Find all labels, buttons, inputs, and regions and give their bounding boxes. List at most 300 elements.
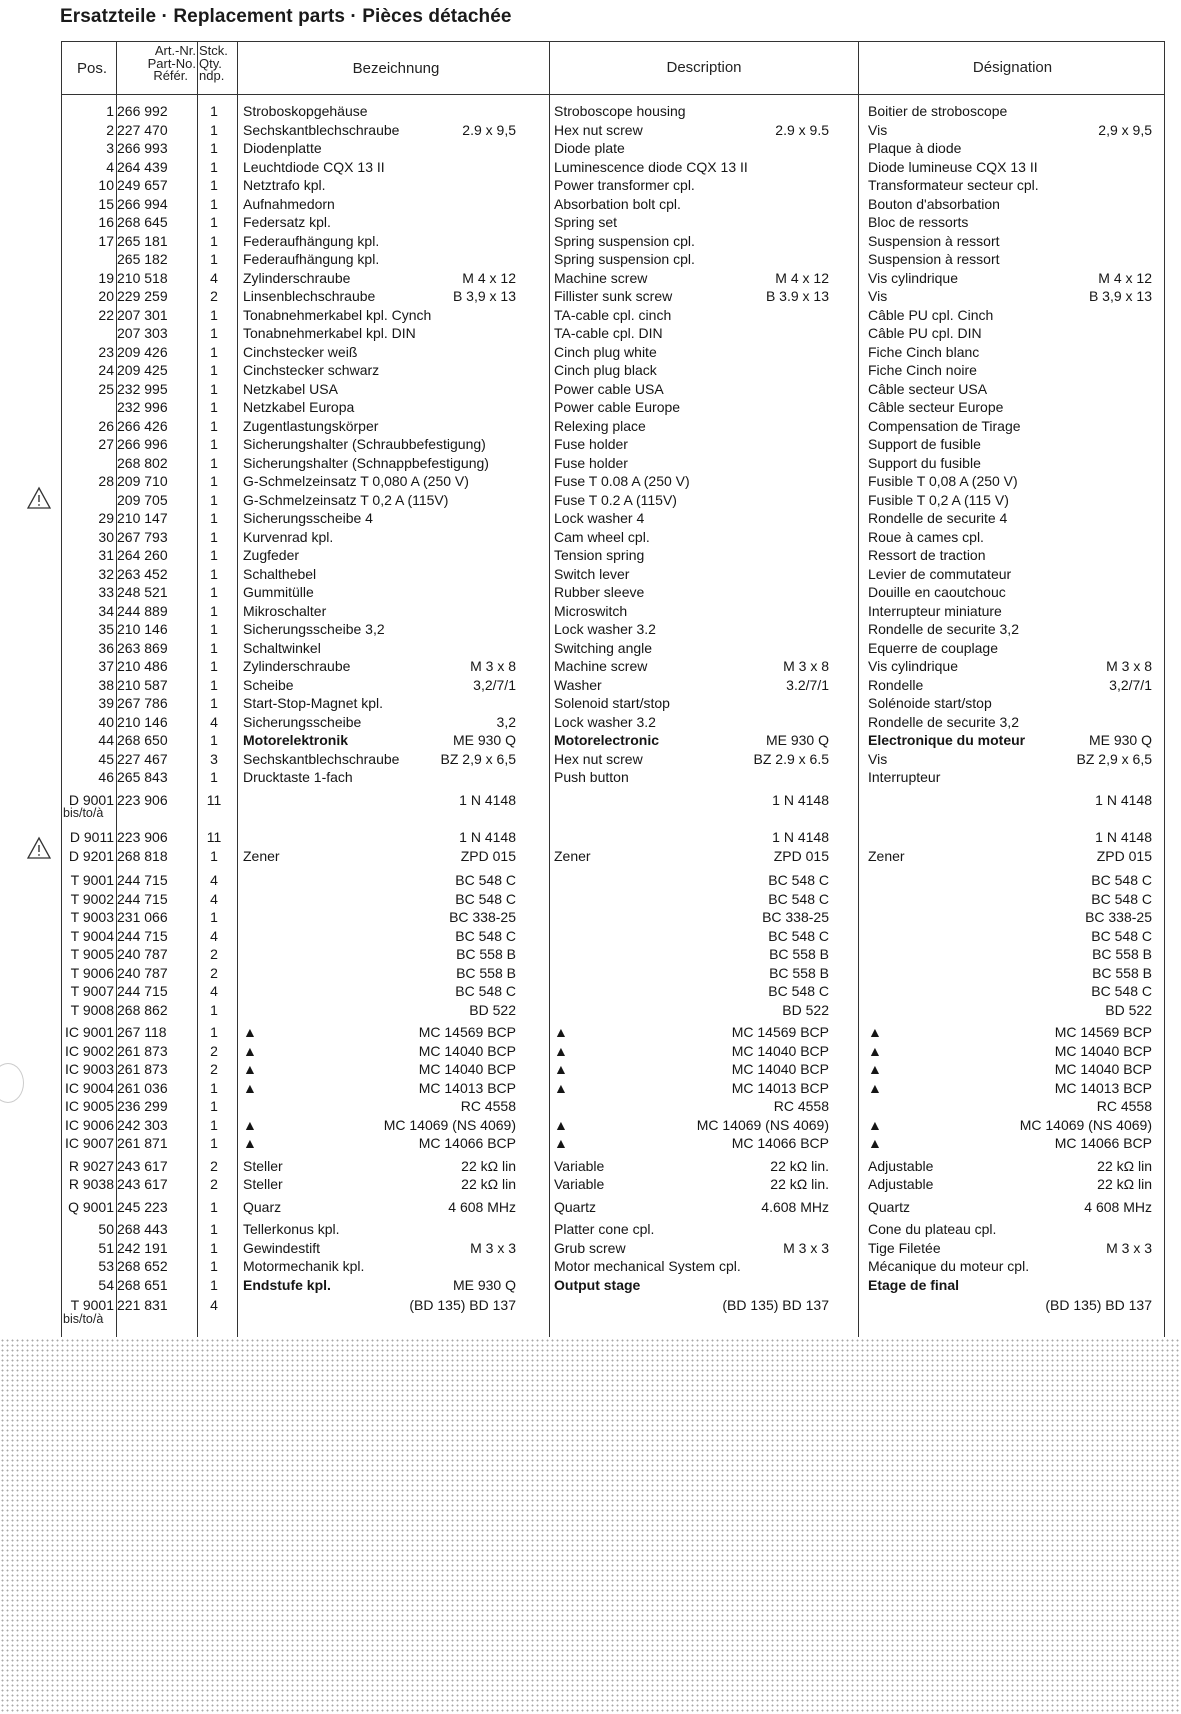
table-row <box>62 287 1164 306</box>
row-position: D 9001 <box>68 791 114 808</box>
continuation-label: bis/to/à <box>63 806 104 820</box>
row-position: R 9027 <box>68 1157 114 1174</box>
row-part-number: 229 259 <box>117 288 168 304</box>
row-french-value: MC 14069 (NS 4069) <box>1019 1116 1152 1133</box>
row-part-number: 267 118 <box>117 1024 167 1040</box>
row-english-name: TA-cable cpl. cinch <box>554 306 672 323</box>
row-german-name: Federsatz kpl. <box>243 214 331 230</box>
row-french-name: Fiche Cinch blanc <box>868 343 980 360</box>
row-quantity: 2 <box>210 1061 218 1077</box>
row-french-value: M 4 x 12 <box>1098 269 1152 286</box>
table-row <box>62 528 1164 547</box>
row-part-number: 210 146 <box>117 621 168 637</box>
row-part-number: 210 518 <box>117 269 168 286</box>
row-part-number: 248 521 <box>117 584 168 600</box>
row-french-name: ▲ <box>868 1061 882 1077</box>
row-english-name: Power transformer cpl. <box>554 177 695 193</box>
row-english-value: BD 522 <box>782 1001 829 1018</box>
table-row <box>62 213 1164 232</box>
row-quantity: 1 <box>210 343 218 360</box>
row-english-value: M 3 x 3 <box>783 1239 829 1256</box>
row-position: 20 <box>98 288 114 304</box>
row-french-value: MC 14013 BCP <box>1054 1079 1152 1096</box>
row-german-name: Zylinderschraube <box>243 269 351 286</box>
row-part-number: 243 617 <box>117 1176 168 1192</box>
row-position: 27 <box>98 436 114 452</box>
row-english-name: Diode plate <box>554 140 625 156</box>
row-english-name: Machine screw <box>554 269 648 286</box>
row-english-value: BC 548 C <box>768 872 829 888</box>
row-english-value: ME 930 Q <box>765 732 829 748</box>
header-english: Description <box>666 59 742 76</box>
row-french-name: Etage de final <box>868 1276 960 1293</box>
row-german-name: Kurvenrad kpl. <box>243 528 334 545</box>
warning-icon <box>26 486 52 510</box>
row-french-value: BC 558 B <box>1092 946 1152 962</box>
row-english-name: Hex nut screw <box>554 121 643 138</box>
table-row <box>62 1060 1164 1079</box>
row-part-number: 210 147 <box>117 510 168 526</box>
table-row <box>62 195 1164 214</box>
table-row <box>62 620 1164 639</box>
row-quantity: 1 <box>210 658 218 674</box>
row-german-name: Federaufhängung kpl. <box>243 232 380 249</box>
row-english-name: Push button <box>554 769 629 785</box>
row-english-name: Relexing place <box>554 417 646 434</box>
row-position: 15 <box>98 195 114 212</box>
table-row <box>62 380 1164 399</box>
table-row <box>62 1257 1164 1276</box>
row-position: 22 <box>98 306 114 323</box>
row-quantity: 1 <box>210 695 218 711</box>
table-row <box>62 871 1164 890</box>
row-french-name: Tige Filetée <box>868 1239 941 1256</box>
row-french-name: ▲ <box>868 1116 882 1133</box>
table-row <box>62 417 1164 436</box>
row-quantity: 1 <box>210 676 218 693</box>
row-french-name: Interrupteur <box>868 769 941 785</box>
row-english-name: ▲ <box>554 1116 568 1133</box>
row-position: 26 <box>98 417 114 434</box>
row-quantity: 1 <box>210 528 218 545</box>
table-row <box>62 694 1164 713</box>
row-quantity: 2 <box>210 288 218 304</box>
row-german-value: 4 608 MHz <box>448 1198 516 1215</box>
row-position: 44 <box>98 732 114 748</box>
row-part-number: 265 843 <box>117 769 168 785</box>
header-divider <box>62 94 1164 95</box>
row-french-name: Câble secteur Europe <box>868 399 1004 415</box>
table-row <box>62 158 1164 177</box>
table-row <box>62 1157 1164 1176</box>
row-german-name: Zugentlastungskörper <box>243 417 379 434</box>
row-english-name: Fuse T 0.08 A (250 V) <box>554 473 690 489</box>
row-quantity: 1 <box>210 251 218 267</box>
row-quantity: 1 <box>210 491 218 508</box>
row-quantity: 1 <box>210 1135 218 1151</box>
row-position: 36 <box>98 639 114 656</box>
row-german-value: 22 kΩ lin <box>461 1157 516 1174</box>
row-german-name: ▲ <box>243 1024 257 1040</box>
row-quantity: 1 <box>210 399 218 415</box>
row-german-name: Sicherungshalter (Schnappbefestigung) <box>243 454 489 471</box>
row-english-value: MC 14066 BCP <box>731 1135 829 1151</box>
row-part-number: 264 439 <box>117 158 168 175</box>
row-part-number: 268 443 <box>117 1221 168 1237</box>
row-french-name: Levier de commutateur <box>868 565 1012 582</box>
row-position: 31 <box>98 547 114 563</box>
row-french-name: Zener <box>868 847 905 864</box>
row-part-number: 263 452 <box>117 565 168 582</box>
row-english-name: Quartz <box>554 1198 597 1215</box>
row-english-value: MC 14569 BCP <box>731 1024 829 1040</box>
row-french-value: 4 608 MHz <box>1084 1198 1152 1215</box>
row-french-name: Vis <box>868 121 888 138</box>
row-english-name: Spring set <box>554 214 618 230</box>
row-position: D 9201 <box>68 847 114 864</box>
row-german-name: Tonabnehmerkabel kpl. Cynch <box>243 306 432 323</box>
table-row <box>62 945 1164 964</box>
table-row <box>62 1296 1164 1315</box>
row-part-number: 210 146 <box>117 713 168 730</box>
row-quantity: 4 <box>210 269 218 286</box>
row-english-name: Tension spring <box>554 547 645 563</box>
row-english-name: ▲ <box>554 1079 568 1096</box>
row-german-value: MC 14069 (NS 4069) <box>383 1116 516 1133</box>
row-position: IC 9001 <box>64 1024 114 1040</box>
row-part-number: 207 303 <box>117 325 168 341</box>
row-position: 28 <box>98 473 114 489</box>
row-english-name: Spring suspension cpl. <box>554 232 695 249</box>
table-row <box>62 232 1164 251</box>
row-position: 38 <box>98 676 114 693</box>
row-english-name: Washer <box>554 676 602 693</box>
row-position: T 9003 <box>70 909 114 925</box>
table-row <box>62 847 1164 866</box>
table-row <box>62 139 1164 158</box>
row-english-name: Fuse T 0.2 A (115V) <box>554 491 677 508</box>
row-quantity: 1 <box>210 454 218 471</box>
row-german-value: ME 930 Q <box>452 1276 516 1293</box>
row-part-number: 261 036 <box>117 1079 168 1096</box>
row-french-name: Compensation de Tirage <box>868 417 1021 434</box>
row-german-name: Drucktaste 1-fach <box>243 769 353 785</box>
table-row <box>62 1042 1164 1061</box>
row-german-name: Schaltwinkel <box>243 639 321 656</box>
row-position: IC 9002 <box>64 1042 114 1059</box>
row-french-name: ▲ <box>868 1135 882 1151</box>
row-part-number: 243 617 <box>117 1157 168 1174</box>
row-position: 39 <box>98 695 114 711</box>
row-french-name: Equerre de couplage <box>868 639 998 656</box>
row-position: 46 <box>98 769 114 785</box>
row-position: 51 <box>98 1239 114 1256</box>
row-quantity: 2 <box>210 1176 218 1192</box>
row-english-value: 22 kΩ lin. <box>770 1157 829 1174</box>
row-english-value: MC 14013 BCP <box>731 1079 829 1096</box>
row-german-name: Sicherungsscheibe <box>243 713 362 730</box>
row-english-value: M 4 x 12 <box>775 269 829 286</box>
row-quantity: 4 <box>210 927 218 944</box>
row-english-name: Luminescence diode CQX 13 II <box>554 158 748 175</box>
dotted-background <box>0 1338 1181 1714</box>
row-position: 4 <box>106 158 114 175</box>
row-german-name: Steller <box>243 1176 283 1192</box>
row-english-value: ZPD 015 <box>773 847 829 864</box>
table-row <box>62 343 1164 362</box>
row-german-name: Tonabnehmerkabel kpl. DIN <box>243 325 416 341</box>
row-quantity: 1 <box>210 565 218 582</box>
row-part-number: 245 223 <box>117 1198 168 1215</box>
row-quantity: 1 <box>210 1221 218 1237</box>
row-german-value: BC 548 C <box>455 890 516 907</box>
row-german-value: MC 14013 BCP <box>418 1079 516 1096</box>
table-row <box>62 435 1164 454</box>
row-english-name: Hex nut screw <box>554 750 643 767</box>
row-french-name: Suspension à ressort <box>868 251 1000 267</box>
table-row <box>62 361 1164 380</box>
row-french-name: Ressort de traction <box>868 547 986 563</box>
row-german-value: BC 338-25 <box>449 909 516 925</box>
row-french-name: Rondelle <box>868 676 924 693</box>
row-french-name: Vis cylindrique <box>868 269 959 286</box>
row-french-value: 2,9 x 9,5 <box>1098 121 1152 138</box>
row-quantity: 1 <box>210 140 218 156</box>
table-row <box>62 890 1164 909</box>
row-position: IC 9005 <box>64 1098 114 1114</box>
row-german-value: (BD 135) BD 137 <box>409 1297 516 1313</box>
row-french-value: BC 548 C <box>1091 890 1152 907</box>
row-part-number: 242 191 <box>117 1239 168 1256</box>
row-french-value: M 3 x 8 <box>1106 658 1152 674</box>
row-position: 10 <box>98 177 114 193</box>
row-part-number: 232 996 <box>117 399 168 415</box>
row-english-name: Lock washer 4 <box>554 510 645 526</box>
header-quantity: Stck. Qty. ndp. <box>199 43 228 83</box>
row-part-number: 266 426 <box>117 417 168 434</box>
row-part-number: 209 426 <box>117 343 168 360</box>
row-english-name: Stroboscope housing <box>554 103 686 119</box>
row-quantity: 2 <box>210 946 218 962</box>
row-french-value: BC 548 C <box>1091 983 1152 999</box>
row-quantity: 1 <box>210 473 218 489</box>
row-position: 35 <box>98 621 114 637</box>
row-french-name: Rondelle de securite 4 <box>868 510 1008 526</box>
row-german-name: Sicherungshalter (Schraubbefestigung) <box>243 436 486 452</box>
warning-icon <box>26 836 52 860</box>
row-english-value: B 3.9 x 13 <box>765 288 829 304</box>
row-position: 24 <box>98 362 114 378</box>
row-position: IC 9007 <box>64 1135 114 1151</box>
row-quantity: 1 <box>210 325 218 341</box>
row-french-name: Rondelle de securite 3,2 <box>868 713 1019 730</box>
row-part-number: 266 992 <box>117 103 168 119</box>
row-german-value: BC 548 C <box>455 927 516 944</box>
row-position: 25 <box>98 380 114 397</box>
row-english-value: BC 558 B <box>769 946 829 962</box>
row-position: 30 <box>98 528 114 545</box>
row-part-number: 209 425 <box>117 362 168 378</box>
row-position: 34 <box>98 602 114 619</box>
table-row <box>62 250 1164 269</box>
row-quantity: 2 <box>210 1042 218 1059</box>
row-part-number: 223 906 <box>117 791 168 808</box>
row-quantity: 4 <box>210 1297 218 1313</box>
table-row <box>62 1175 1164 1194</box>
table-row <box>62 964 1164 983</box>
row-part-number: 210 486 <box>117 658 168 674</box>
row-position: T 9007 <box>70 983 114 999</box>
row-quantity: 1 <box>210 121 218 138</box>
row-english-value: BC 548 C <box>768 890 829 907</box>
row-french-name: Rondelle de securite 3,2 <box>868 621 1019 637</box>
row-german-name: ▲ <box>243 1079 257 1096</box>
row-english-value: 2.9 x 9.5 <box>775 121 829 138</box>
row-german-name: Sicherungsscheibe 3,2 <box>243 621 385 637</box>
row-part-number: 265 182 <box>117 251 168 267</box>
row-english-name: Cinch plug black <box>554 362 657 378</box>
row-position: 53 <box>98 1258 114 1274</box>
table-row <box>62 546 1164 565</box>
row-english-name: ▲ <box>554 1042 568 1059</box>
row-quantity: 4 <box>210 890 218 907</box>
row-part-number: 242 303 <box>117 1116 168 1133</box>
row-quantity: 1 <box>210 195 218 212</box>
row-quantity: 1 <box>210 510 218 526</box>
row-position: 50 <box>98 1221 114 1237</box>
row-english-name: Switch lever <box>554 565 630 582</box>
row-french-value: 22 kΩ lin <box>1097 1176 1152 1192</box>
row-german-value: BC 548 C <box>455 872 516 888</box>
table-row <box>62 454 1164 473</box>
row-french-name: Adjustable <box>868 1176 934 1192</box>
row-german-value: MC 14569 BCP <box>418 1024 516 1040</box>
row-part-number: 244 715 <box>117 983 168 999</box>
row-part-number: 209 705 <box>117 491 168 508</box>
row-german-value: M 3 x 3 <box>470 1239 516 1256</box>
row-english-name: Power cable USA <box>554 380 664 397</box>
row-german-value: BD 522 <box>469 1001 516 1018</box>
row-quantity: 1 <box>210 1098 218 1114</box>
row-german-value: ME 930 Q <box>452 732 516 748</box>
row-french-name: Roue à cames cpl. <box>868 528 984 545</box>
row-english-name: Lock washer 3.2 <box>554 713 656 730</box>
row-part-number: 244 715 <box>117 890 168 907</box>
row-position: Q 9001 <box>68 1198 114 1215</box>
table-row <box>62 565 1164 584</box>
table-row <box>62 1079 1164 1098</box>
row-english-name: Platter cone cpl. <box>554 1221 655 1237</box>
row-english-value: MC 14040 BCP <box>731 1042 829 1059</box>
row-french-value: 22 kΩ lin <box>1097 1157 1152 1174</box>
table-row <box>62 1023 1164 1042</box>
row-german-value: 3,2 <box>496 713 516 730</box>
table-row <box>62 908 1164 927</box>
row-part-number: 240 787 <box>117 964 168 981</box>
row-part-number: 210 587 <box>117 676 168 693</box>
table-row <box>62 1220 1164 1239</box>
table-row <box>62 657 1164 676</box>
row-quantity: 1 <box>210 306 218 323</box>
row-german-name: Netzkabel Europa <box>243 399 355 415</box>
row-french-name: Adjustable <box>868 1157 934 1174</box>
row-german-value: M 3 x 8 <box>470 658 516 674</box>
row-english-value: BC 558 B <box>769 964 829 981</box>
row-english-name: Solenoid start/stop <box>554 695 670 711</box>
row-german-name: Zener <box>243 847 280 864</box>
row-german-name: Stroboskopgehäuse <box>243 103 368 119</box>
row-french-name: Solénoide start/stop <box>868 695 992 711</box>
row-french-value: 1 N 4148 <box>1095 791 1152 808</box>
row-french-value: MC 14569 BCP <box>1054 1024 1152 1040</box>
page-title: Ersatzteile · Replacement parts · Pièces détachée <box>60 6 512 27</box>
row-position: T 9002 <box>70 890 114 907</box>
row-quantity: 1 <box>210 1276 218 1293</box>
row-part-number: 261 873 <box>117 1061 168 1077</box>
row-position: 29 <box>98 510 114 526</box>
row-quantity: 1 <box>210 362 218 378</box>
row-german-value: MC 14066 BCP <box>418 1135 516 1151</box>
row-quantity: 1 <box>210 380 218 397</box>
row-german-name: Leuchtdiode CQX 13 II <box>243 158 385 175</box>
row-german-name: Tellerkonus kpl. <box>243 1221 340 1237</box>
row-french-name: Douille en caoutchouc <box>868 584 1006 600</box>
row-part-number: 268 862 <box>117 1001 168 1018</box>
row-english-name: Power cable Europe <box>554 399 681 415</box>
row-french-name: Electronique du moteur <box>868 732 1026 748</box>
table-row <box>62 1097 1164 1116</box>
row-quantity: 1 <box>210 1024 218 1040</box>
header-german: Bezeichnung <box>352 60 440 77</box>
row-english-value: (BD 135) BD 137 <box>722 1297 829 1313</box>
table-row <box>62 1116 1164 1135</box>
row-part-number: 268 652 <box>117 1258 168 1274</box>
row-english-value: 1 N 4148 <box>772 791 829 808</box>
row-part-number: 265 181 <box>117 232 168 249</box>
row-german-name: Scheibe <box>243 676 294 693</box>
table-row <box>62 676 1164 695</box>
table-row <box>62 472 1164 491</box>
row-position: R 9038 <box>68 1176 114 1192</box>
row-part-number: 223 906 <box>117 829 168 845</box>
row-quantity: 1 <box>210 769 218 785</box>
table-row <box>62 731 1164 750</box>
row-french-name: Vis <box>868 288 888 304</box>
row-english-name: Variable <box>554 1176 605 1192</box>
row-quantity: 1 <box>210 584 218 600</box>
table-row <box>62 602 1164 621</box>
row-german-name: Netzkabel USA <box>243 380 338 397</box>
row-quantity: 1 <box>210 417 218 434</box>
row-german-value: 1 N 4148 <box>459 829 516 845</box>
row-french-value: 3,2/7/1 <box>1109 676 1152 693</box>
row-german-name: Motormechanik kpl. <box>243 1258 365 1274</box>
row-quantity: 3 <box>210 750 218 767</box>
row-english-name: Variable <box>554 1157 605 1174</box>
row-position: T 9006 <box>70 964 114 981</box>
row-english-name: Machine screw <box>554 658 648 674</box>
row-german-name: Linsenblechschraube <box>243 288 376 304</box>
row-position: T 9005 <box>70 946 114 962</box>
table-row <box>62 102 1164 121</box>
row-part-number: 240 787 <box>117 946 168 962</box>
row-german-value: 22 kΩ lin <box>461 1176 516 1192</box>
row-french-value: BZ 2,9 x 6,5 <box>1076 750 1152 767</box>
row-position: IC 9004 <box>64 1079 114 1096</box>
row-english-value: 4.608 MHz <box>761 1198 829 1215</box>
row-english-name: Fuse holder <box>554 436 628 452</box>
row-french-value: (BD 135) BD 137 <box>1045 1297 1152 1313</box>
